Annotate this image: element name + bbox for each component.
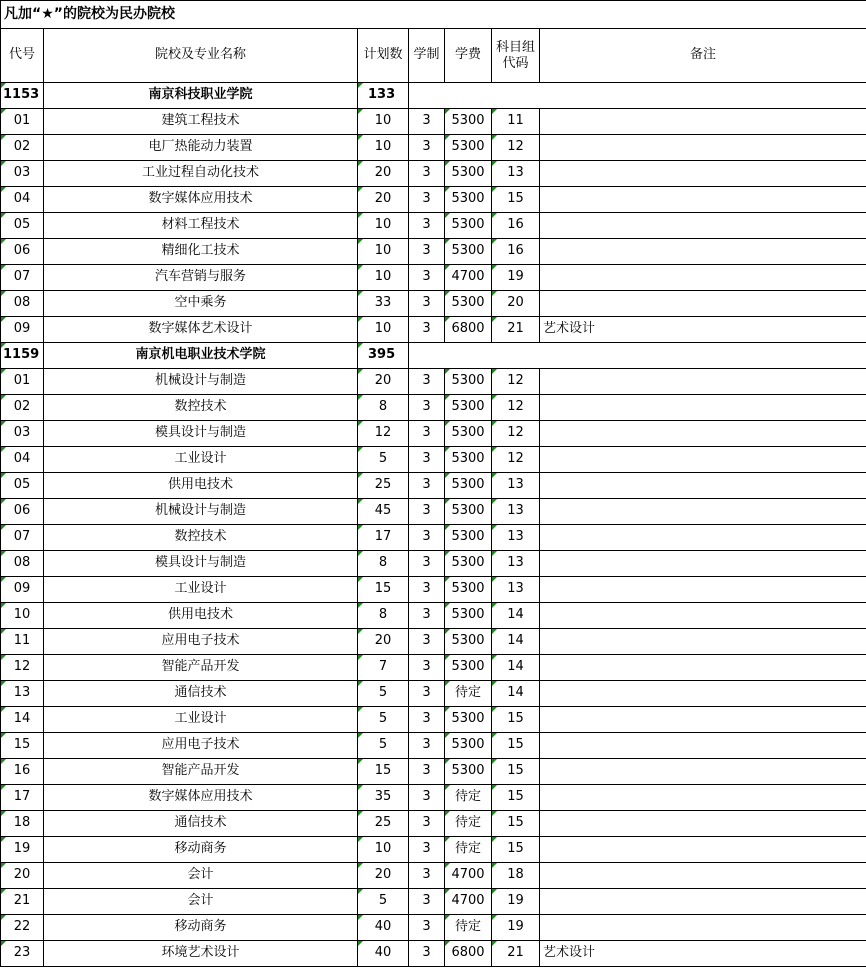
major-fee: 6800 — [445, 941, 492, 967]
major-years: 3 — [409, 941, 445, 967]
major-years: 3 — [409, 733, 445, 759]
major-name: 智能产品开发 — [44, 759, 358, 785]
major-fee: 5300 — [445, 603, 492, 629]
major-years: 3 — [409, 811, 445, 837]
major-note — [540, 551, 866, 577]
major-group: 16 — [492, 239, 540, 265]
major-years: 3 — [409, 915, 445, 941]
major-fee: 5300 — [445, 109, 492, 135]
major-plan: 8 — [358, 551, 409, 577]
major-name: 数字媒体应用技术 — [44, 187, 358, 213]
major-note — [540, 213, 866, 239]
major-name: 智能产品开发 — [44, 655, 358, 681]
major-years: 3 — [409, 759, 445, 785]
major-code: 17 — [1, 785, 44, 811]
major-group: 12 — [492, 447, 540, 473]
table-row — [1, 317, 866, 343]
major-code: 11 — [1, 629, 44, 655]
major-years: 3 — [409, 187, 445, 213]
major-note — [540, 863, 866, 889]
major-name: 移动商务 — [44, 915, 358, 941]
major-name: 通信技术 — [44, 681, 358, 707]
major-plan: 5 — [358, 707, 409, 733]
major-group: 15 — [492, 187, 540, 213]
major-fee: 待定 — [445, 811, 492, 837]
header-note: 备注 — [540, 29, 866, 83]
major-group: 21 — [492, 941, 540, 967]
major-fee: 5300 — [445, 187, 492, 213]
school-name: 南京机电职业技术学院 — [44, 343, 358, 369]
school-blank — [409, 343, 866, 369]
major-note — [540, 109, 866, 135]
major-fee: 5300 — [445, 213, 492, 239]
major-fee: 5300 — [445, 395, 492, 421]
major-code: 21 — [1, 889, 44, 915]
major-group: 15 — [492, 707, 540, 733]
school-plan: 133 — [358, 83, 409, 109]
major-plan: 20 — [358, 629, 409, 655]
major-code: 07 — [1, 525, 44, 551]
major-plan: 33 — [358, 291, 409, 317]
title-row — [1, 1, 866, 29]
major-note — [540, 525, 866, 551]
major-name: 供用电技术 — [44, 603, 358, 629]
major-group: 12 — [492, 421, 540, 447]
major-years: 3 — [409, 525, 445, 551]
major-fee: 5300 — [445, 473, 492, 499]
major-code: 23 — [1, 941, 44, 967]
major-years: 3 — [409, 421, 445, 447]
major-note — [540, 265, 866, 291]
major-fee: 5300 — [445, 551, 492, 577]
header-code: 代号 — [1, 29, 44, 83]
major-name: 工业设计 — [44, 577, 358, 603]
major-group: 12 — [492, 369, 540, 395]
major-group: 19 — [492, 889, 540, 915]
header-name: 院校及专业名称 — [44, 29, 358, 83]
major-note — [540, 291, 866, 317]
major-name: 精细化工技术 — [44, 239, 358, 265]
major-code: 15 — [1, 733, 44, 759]
major-group: 13 — [492, 161, 540, 187]
major-code: 09 — [1, 577, 44, 603]
major-plan: 25 — [358, 811, 409, 837]
major-plan: 35 — [358, 785, 409, 811]
major-fee: 5300 — [445, 369, 492, 395]
table-row — [1, 291, 866, 317]
major-plan: 10 — [358, 265, 409, 291]
major-name: 模具设计与制造 — [44, 421, 358, 447]
major-name: 数控技术 — [44, 525, 358, 551]
major-note — [540, 421, 866, 447]
school-row — [1, 83, 866, 109]
table-row — [1, 525, 866, 551]
table-row — [1, 681, 866, 707]
major-fee: 5300 — [445, 499, 492, 525]
table-row — [1, 707, 866, 733]
major-code: 03 — [1, 161, 44, 187]
major-name: 应用电子技术 — [44, 629, 358, 655]
table-row — [1, 733, 866, 759]
major-years: 3 — [409, 655, 445, 681]
major-plan: 8 — [358, 395, 409, 421]
major-plan: 20 — [358, 863, 409, 889]
major-fee: 5300 — [445, 135, 492, 161]
major-years: 3 — [409, 395, 445, 421]
major-code: 02 — [1, 135, 44, 161]
major-plan: 40 — [358, 915, 409, 941]
major-years: 3 — [409, 551, 445, 577]
major-name: 建筑工程技术 — [44, 109, 358, 135]
major-note — [540, 681, 866, 707]
major-fee: 5300 — [445, 291, 492, 317]
major-years: 3 — [409, 681, 445, 707]
major-note — [540, 239, 866, 265]
major-code: 14 — [1, 707, 44, 733]
major-years: 3 — [409, 889, 445, 915]
major-years: 3 — [409, 265, 445, 291]
major-plan: 15 — [358, 577, 409, 603]
major-code: 12 — [1, 655, 44, 681]
major-name: 会计 — [44, 889, 358, 915]
major-group: 13 — [492, 499, 540, 525]
major-plan: 10 — [358, 109, 409, 135]
major-code: 01 — [1, 109, 44, 135]
major-code: 02 — [1, 395, 44, 421]
major-note — [540, 499, 866, 525]
header-plan: 计划数 — [358, 29, 409, 83]
major-group: 19 — [492, 915, 540, 941]
major-fee: 5300 — [445, 447, 492, 473]
major-code: 06 — [1, 499, 44, 525]
major-group: 21 — [492, 317, 540, 343]
major-years: 3 — [409, 161, 445, 187]
major-plan: 40 — [358, 941, 409, 967]
major-code: 20 — [1, 863, 44, 889]
major-name: 工业设计 — [44, 447, 358, 473]
major-name: 环境艺术设计 — [44, 941, 358, 967]
major-fee: 5300 — [445, 239, 492, 265]
major-name: 通信技术 — [44, 811, 358, 837]
table-row — [1, 239, 866, 265]
table-row — [1, 915, 866, 941]
header-group: 科目组代码 — [492, 29, 540, 83]
major-group: 13 — [492, 577, 540, 603]
major-name: 模具设计与制造 — [44, 551, 358, 577]
major-plan: 10 — [358, 135, 409, 161]
major-group: 19 — [492, 265, 540, 291]
table-row — [1, 109, 866, 135]
major-fee: 5300 — [445, 421, 492, 447]
major-plan: 17 — [358, 525, 409, 551]
major-note — [540, 187, 866, 213]
major-code: 07 — [1, 265, 44, 291]
major-group: 13 — [492, 525, 540, 551]
major-plan: 10 — [358, 317, 409, 343]
major-fee: 4700 — [445, 889, 492, 915]
major-code: 05 — [1, 473, 44, 499]
major-fee: 待定 — [445, 837, 492, 863]
major-group: 18 — [492, 863, 540, 889]
major-name: 材料工程技术 — [44, 213, 358, 239]
major-fee: 5300 — [445, 629, 492, 655]
major-years: 3 — [409, 473, 445, 499]
major-group: 15 — [492, 811, 540, 837]
major-group: 14 — [492, 603, 540, 629]
major-group: 20 — [492, 291, 540, 317]
major-plan: 45 — [358, 499, 409, 525]
major-years: 3 — [409, 577, 445, 603]
table-row — [1, 889, 866, 915]
major-note — [540, 473, 866, 499]
major-name: 会计 — [44, 863, 358, 889]
major-fee: 5300 — [445, 161, 492, 187]
table-row — [1, 655, 866, 681]
table-row — [1, 421, 866, 447]
major-code: 16 — [1, 759, 44, 785]
major-fee: 5300 — [445, 759, 492, 785]
major-note — [540, 759, 866, 785]
table-row — [1, 369, 866, 395]
table-row — [1, 161, 866, 187]
major-fee: 4700 — [445, 265, 492, 291]
school-blank — [409, 83, 866, 109]
major-name: 汽车营销与服务 — [44, 265, 358, 291]
major-plan: 5 — [358, 681, 409, 707]
major-years: 3 — [409, 317, 445, 343]
major-code: 08 — [1, 551, 44, 577]
table-row — [1, 395, 866, 421]
major-group: 16 — [492, 213, 540, 239]
major-name: 移动商务 — [44, 837, 358, 863]
major-fee: 5300 — [445, 655, 492, 681]
major-years: 3 — [409, 837, 445, 863]
major-fee: 待定 — [445, 681, 492, 707]
major-note — [540, 707, 866, 733]
major-fee: 待定 — [445, 915, 492, 941]
major-code: 05 — [1, 213, 44, 239]
table-row — [1, 811, 866, 837]
table-row — [1, 603, 866, 629]
major-fee: 5300 — [445, 707, 492, 733]
table-row — [1, 213, 866, 239]
major-code: 03 — [1, 421, 44, 447]
major-group: 14 — [492, 681, 540, 707]
table-row — [1, 941, 866, 967]
major-note — [540, 889, 866, 915]
major-note — [540, 785, 866, 811]
major-code: 04 — [1, 447, 44, 473]
major-years: 3 — [409, 109, 445, 135]
major-group: 11 — [492, 109, 540, 135]
major-note — [540, 395, 866, 421]
major-note: 艺术设计 — [540, 317, 866, 343]
table-row — [1, 863, 866, 889]
major-name: 数字媒体艺术设计 — [44, 317, 358, 343]
major-name: 工业过程自动化技术 — [44, 161, 358, 187]
table-row — [1, 473, 866, 499]
major-note — [540, 811, 866, 837]
major-code: 10 — [1, 603, 44, 629]
major-group: 15 — [492, 733, 540, 759]
major-name: 空中乘务 — [44, 291, 358, 317]
major-years: 3 — [409, 239, 445, 265]
major-plan: 10 — [358, 239, 409, 265]
major-fee: 5300 — [445, 525, 492, 551]
major-years: 3 — [409, 291, 445, 317]
major-name: 数控技术 — [44, 395, 358, 421]
table-row — [1, 785, 866, 811]
major-group: 13 — [492, 551, 540, 577]
major-code: 06 — [1, 239, 44, 265]
major-code: 08 — [1, 291, 44, 317]
major-plan: 20 — [358, 161, 409, 187]
major-fee: 6800 — [445, 317, 492, 343]
major-group: 13 — [492, 473, 540, 499]
major-group: 12 — [492, 135, 540, 161]
table-row — [1, 135, 866, 161]
major-plan: 5 — [358, 447, 409, 473]
major-group: 14 — [492, 629, 540, 655]
major-note — [540, 135, 866, 161]
major-plan: 20 — [358, 187, 409, 213]
major-note — [540, 915, 866, 941]
table-row — [1, 551, 866, 577]
school-plan: 395 — [358, 343, 409, 369]
major-years: 3 — [409, 213, 445, 239]
major-fee: 5300 — [445, 733, 492, 759]
major-plan: 5 — [358, 733, 409, 759]
major-plan: 25 — [358, 473, 409, 499]
major-fee: 4700 — [445, 863, 492, 889]
major-name: 电厂热能动力装置 — [44, 135, 358, 161]
major-code: 22 — [1, 915, 44, 941]
major-code: 09 — [1, 317, 44, 343]
table-row — [1, 447, 866, 473]
major-note — [540, 577, 866, 603]
major-fee: 待定 — [445, 785, 492, 811]
major-plan: 10 — [358, 213, 409, 239]
major-years: 3 — [409, 629, 445, 655]
major-name: 机械设计与制造 — [44, 499, 358, 525]
major-note — [540, 603, 866, 629]
table-row — [1, 265, 866, 291]
header-row — [1, 29, 866, 83]
table-row — [1, 577, 866, 603]
major-note — [540, 733, 866, 759]
table-row — [1, 629, 866, 655]
major-group: 12 — [492, 395, 540, 421]
major-plan: 7 — [358, 655, 409, 681]
major-note — [540, 837, 866, 863]
major-note — [540, 655, 866, 681]
major-name: 工业设计 — [44, 707, 358, 733]
major-code: 19 — [1, 837, 44, 863]
major-plan: 8 — [358, 603, 409, 629]
major-plan: 12 — [358, 421, 409, 447]
major-years: 3 — [409, 707, 445, 733]
page-title: 凡加“★”的院校为民办院校 — [1, 1, 866, 29]
major-group: 15 — [492, 837, 540, 863]
major-note — [540, 369, 866, 395]
major-plan: 15 — [358, 759, 409, 785]
school-code: 1153 — [1, 83, 44, 109]
table-row — [1, 499, 866, 525]
major-code: 04 — [1, 187, 44, 213]
table-row — [1, 187, 866, 213]
major-note: 艺术设计 — [540, 941, 866, 967]
major-years: 3 — [409, 499, 445, 525]
major-code: 18 — [1, 811, 44, 837]
major-note — [540, 447, 866, 473]
major-plan: 5 — [358, 889, 409, 915]
major-years: 3 — [409, 135, 445, 161]
major-plan: 20 — [358, 369, 409, 395]
major-name: 供用电技术 — [44, 473, 358, 499]
major-note — [540, 629, 866, 655]
major-group: 14 — [492, 655, 540, 681]
major-years: 3 — [409, 369, 445, 395]
major-group: 15 — [492, 759, 540, 785]
major-name: 数字媒体应用技术 — [44, 785, 358, 811]
header-years: 学制 — [409, 29, 445, 83]
school-code: 1159 — [1, 343, 44, 369]
school-name: 南京科技职业学院 — [44, 83, 358, 109]
major-note — [540, 161, 866, 187]
major-years: 3 — [409, 785, 445, 811]
major-name: 机械设计与制造 — [44, 369, 358, 395]
header-fee: 学费 — [445, 29, 492, 83]
major-years: 3 — [409, 447, 445, 473]
major-years: 3 — [409, 603, 445, 629]
table-row — [1, 837, 866, 863]
school-row — [1, 343, 866, 369]
major-code: 13 — [1, 681, 44, 707]
major-years: 3 — [409, 863, 445, 889]
major-code: 01 — [1, 369, 44, 395]
table-row — [1, 759, 866, 785]
major-name: 应用电子技术 — [44, 733, 358, 759]
major-plan: 10 — [358, 837, 409, 863]
major-fee: 5300 — [445, 577, 492, 603]
major-group: 15 — [492, 785, 540, 811]
